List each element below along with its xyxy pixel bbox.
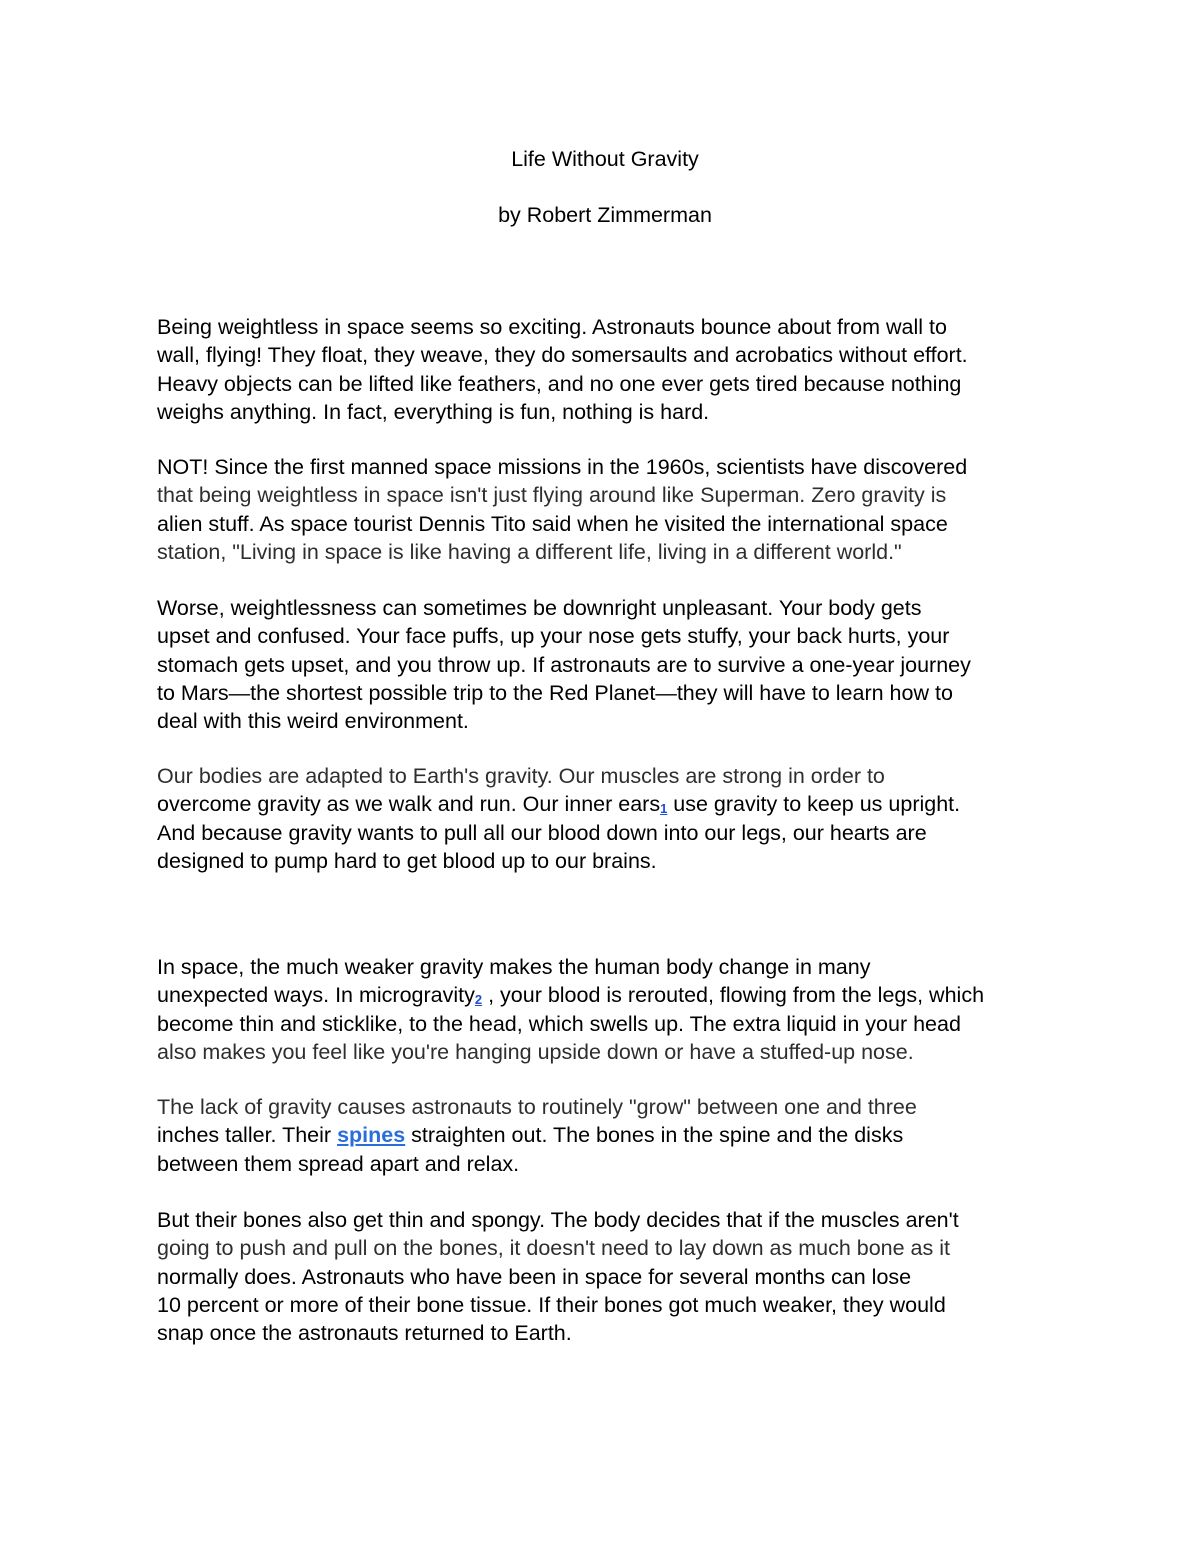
paragraph-line: In space, the much weaker gravity makes the human body change in many	[157, 955, 871, 979]
paragraph-line: station, "Living in space is like having a different life, living in a different world."	[157, 539, 902, 564]
document-title: Life Without Gravity	[511, 147, 699, 171]
paragraph-line: Being weightless in space seems so exciting. Astronauts bounce about from wall to	[157, 315, 947, 339]
paragraph-line: alien stuff. As space tourist Dennis Tito said when he visited the international space	[157, 511, 948, 536]
paragraph-line: to Mars—the shortest possible trip to the Red Planet—they will have to learn how to	[157, 680, 953, 705]
paragraph-4	[157, 762, 1077, 875]
paragraph-line: And because gravity wants to pull all our blood down into our legs, our hearts are	[157, 820, 927, 845]
paragraph-line: that being weightless in space isn't just flying around like Superman. Zero gravity is	[157, 483, 947, 508]
paragraph-line: Our bodies are adapted to Earth's gravity. Our muscles are strong in order to	[157, 764, 885, 788]
document-byline: by Robert Zimmerman	[498, 203, 712, 227]
paragraph-line: upset and confused. Your face puffs, up your nose gets stuffy, your back hurts, your	[157, 624, 950, 649]
paragraph-line: normally does. Astronauts who have been in space for several months can lose	[157, 1264, 912, 1289]
paragraph-7	[157, 1206, 1077, 1347]
paragraph-line: 10 percent or more of their bone tissue. If their bones got much weaker, they would	[157, 1292, 946, 1317]
paragraph-line: But their bones also get thin and spongy. The body decides that if the muscles aren't	[157, 1208, 959, 1232]
paragraph-line: Worse, weightlessness can sometimes be downright unpleasant. Your body gets	[157, 596, 922, 620]
paragraph-line: Heavy objects can be lifted like feathers, and no one ever gets tired because nothing	[157, 371, 962, 396]
paragraph-line	[157, 981, 1077, 1009]
paragraph-line: The lack of gravity causes astronauts to routinely "grow" between one and three	[157, 1095, 917, 1119]
paragraph-text: use gravity to keep us upright.	[667, 792, 961, 817]
paragraph-5	[157, 953, 1077, 1066]
paragraph-text: overcome gravity as we walk and run. Our inner ears	[157, 792, 661, 817]
paragraph-line: going to push and pull on the bones, it doesn't need to lay down as much bone as it	[157, 1236, 950, 1261]
spines-link[interactable]: spines	[337, 1123, 406, 1148]
paragraph-6	[157, 1093, 1077, 1178]
paragraph-line: also makes you feel like you're hanging upside down or have a stuffed-up nose.	[157, 1039, 914, 1064]
footnote-2-link[interactable]: 2	[474, 992, 483, 1008]
paragraph-text: , your blood is rerouted, flowing from the legs, which	[482, 983, 985, 1008]
paragraph-line: snap once the astronauts returned to Earth.	[157, 1321, 572, 1346]
paragraph-1	[157, 313, 1077, 426]
paragraph-line: stomach gets upset, and you throw up. If astronauts are to survive a one-year journey	[157, 652, 971, 677]
paragraph-line: become thin and sticklike, to the head, which swells up. The extra liquid in your head	[157, 1011, 961, 1036]
paragraph-line: designed to pump hard to get blood up to our brains.	[157, 848, 657, 873]
footnote-1-link[interactable]: 1	[660, 801, 668, 817]
paragraph-line: between them spread apart and relax.	[157, 1151, 520, 1176]
paragraph-line: deal with this weird environment.	[157, 709, 469, 734]
paragraph-line: wall, flying! They float, they weave, they do somersaults and acrobatics without effort.	[157, 343, 968, 368]
paragraph-line	[157, 1121, 1077, 1149]
paragraph-line: weighs anything. In fact, everything is fun, nothing is hard.	[157, 399, 710, 424]
paragraph-3	[157, 594, 1077, 735]
paragraph-text: unexpected ways. In microgravity	[157, 983, 475, 1008]
paragraph-2	[157, 453, 1077, 566]
paragraph-text: straighten out. The bones in the spine and the disks	[405, 1123, 904, 1148]
paragraph-line: NOT! Since the first manned space missions in the 1960s, scientists have discovered	[157, 455, 968, 479]
paragraph-line	[157, 790, 1077, 818]
paragraph-text: inches taller. Their	[157, 1123, 338, 1148]
